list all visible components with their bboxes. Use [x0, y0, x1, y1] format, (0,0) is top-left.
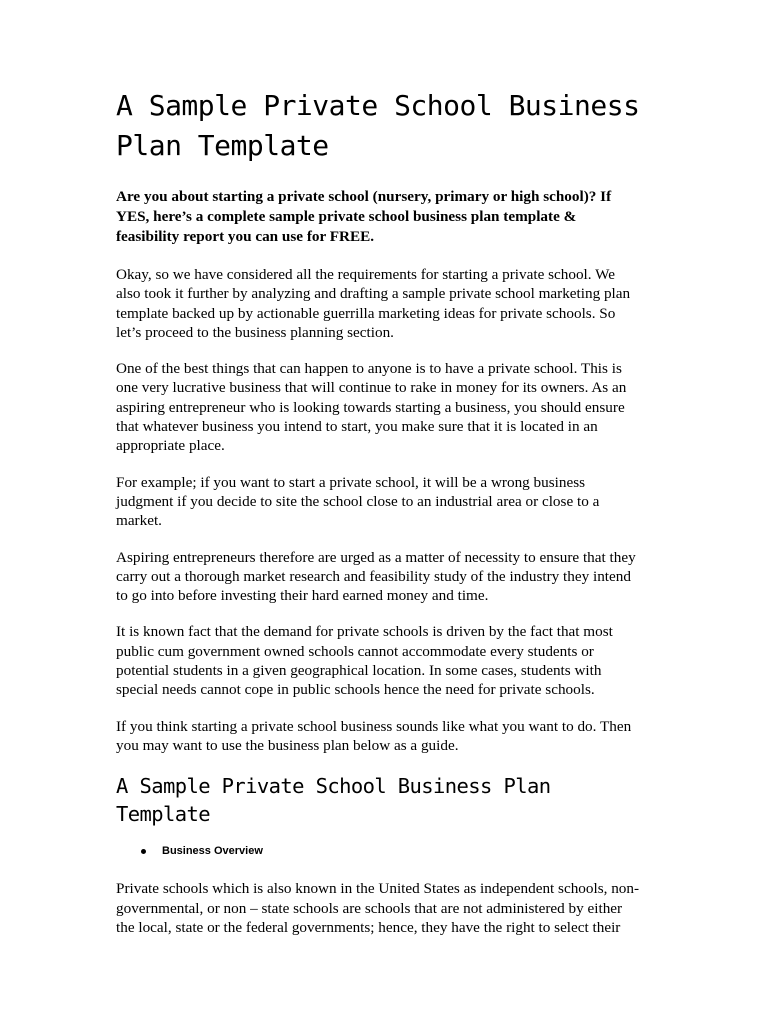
- body-paragraph: It is known fact that the demand for private schools is driven by the fact that most public cum government owned schools cannot accommodate every students or potential students in a given geographical location. In some cases, students with special needs cannot cope in public schools hence the need for private schools.: [116, 623, 613, 699]
- list-item-label: Business Overview: [162, 845, 263, 858]
- bullet-icon: [141, 849, 146, 854]
- body-paragraph: Private schools which is also known in the United States as independent schools, non- governmental, or non – state schools are schools that are not administered by either the local, state or the federal governments; hence, they have the right to select their: [116, 880, 640, 936]
- body-paragraph: Okay, so we have considered all the requirements for starting a private school. We also took it further by analyzing and drafting a sample private school marketing plan template backed up by actionable guerrilla marketing ideas for private schools. So let’s proceed to the business planning section.: [116, 266, 631, 341]
- bullet-list: [116, 842, 656, 860]
- section-heading: A Sample Private School Business Plan Template: [116, 774, 551, 827]
- body-paragraph: One of the best things that can happen to anyone is to have a private school. This is one very lucrative business that will continue to rake in money for its owners. As an aspiring entrepreneur who is looking towards starting a business, you should ensure that whatever business you intend to start, you make sure that it is located in an appropriate place.: [116, 360, 627, 455]
- lead-paragraph: Are you about starting a private school (nursery, primary or high school)? If YES, here’s a complete sample private school business plan template & feasibility report you can use for FREE.: [116, 188, 612, 245]
- document-content: [116, 86, 656, 954]
- body-paragraph: If you think starting a private school business sounds like what you want to do. Then you may want to use the business plan below as a guide.: [116, 717, 632, 754]
- document-title: [116, 86, 656, 166]
- body-paragraph: For example; if you want to start a private school, it will be a wrong business judgment if you decide to site the school close to an industrial area or close to a market.: [116, 473, 600, 530]
- title-line: Plan Template: [116, 129, 329, 162]
- list-item: [116, 842, 656, 860]
- title-line: A Sample Private School Business: [116, 89, 640, 122]
- body-paragraph: Aspiring entrepreneurs therefore are urged as a matter of necessity to ensure that they carry out a thorough market research and feasibility study of the industry they intend to go into before investing their hard earned money and time.: [116, 548, 636, 605]
